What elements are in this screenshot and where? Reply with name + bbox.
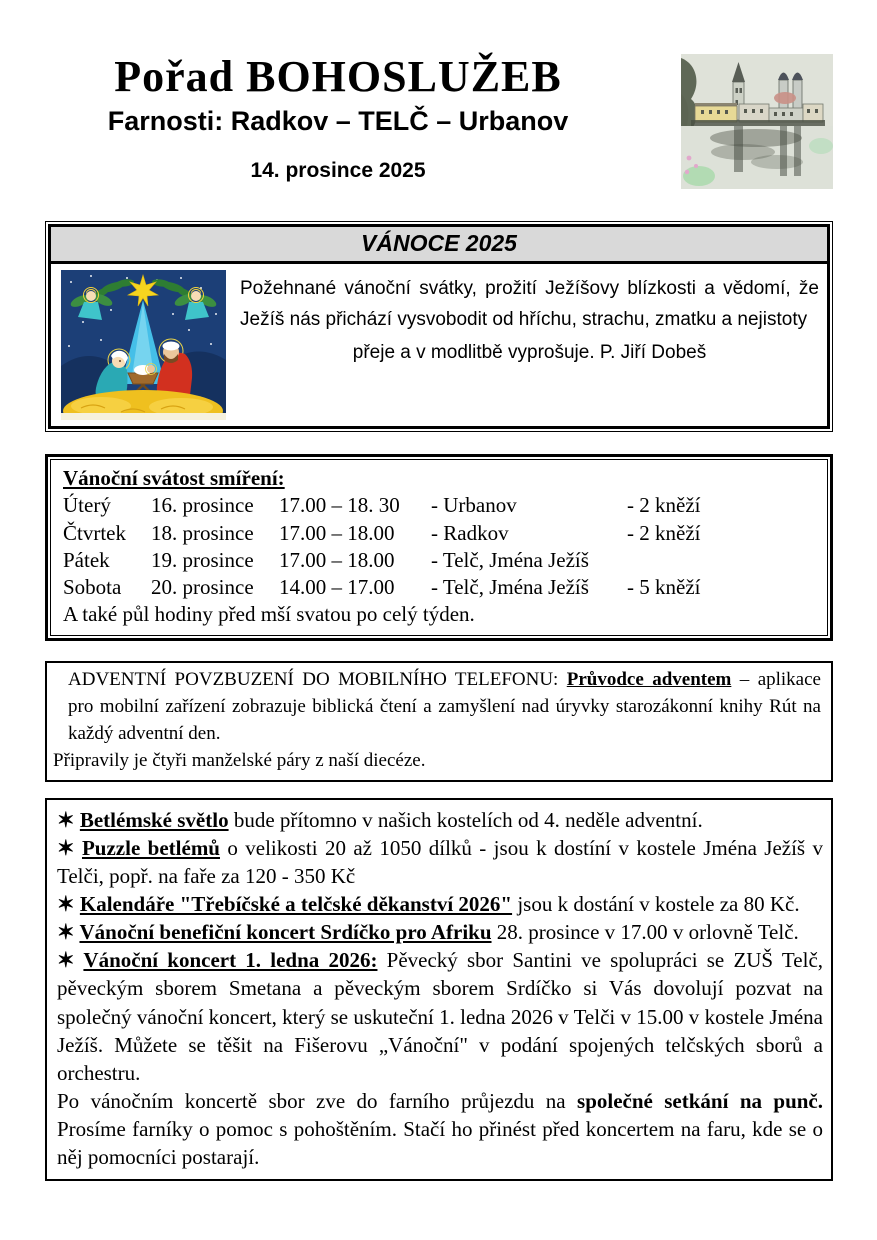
confession-box <box>45 454 833 641</box>
text-segment: Průvodce adventem <box>566 668 732 690</box>
text-segment: Prosíme farníky o pomoc s pohoštěním. Stačí ho přinést před koncertem na faru, kde se o něj pomocníci postarají. <box>57 1117 823 1170</box>
text-segment: Připravily je čtyři manželské páry z naší diecéze. <box>53 749 426 771</box>
star-bullet-icon: ✶ <box>57 920 80 945</box>
event-beneficni-koncert <box>57 918 823 946</box>
star-bullet-icon: ✶ <box>57 892 80 917</box>
confession-cell-priests: - 5 kněží <box>627 575 701 600</box>
confession-cell-date: 16. prosince <box>151 493 254 518</box>
event-vanocni-koncert <box>57 946 823 1087</box>
advent-authors-paragraph <box>53 748 821 775</box>
confession-cell-time: 17.00 – 18.00 <box>279 520 395 545</box>
confession-cell-place: - Telč, Jména Ježíš <box>431 575 589 600</box>
confession-cell-priests <box>627 547 815 574</box>
confession-box-inner <box>50 459 828 636</box>
confession-table <box>63 492 815 601</box>
confession-cell-priests: - 2 kněží <box>627 520 701 545</box>
confession-cell-date: 20. prosince <box>151 575 254 600</box>
event-punc <box>57 1087 823 1171</box>
christmas-box-title: VÁNOCE 2025 <box>51 227 827 264</box>
text-segment: ADVENTNÍ POVZBUZENÍ DO MOBILNÍHO TELEFONU: <box>68 668 567 690</box>
bulletin-date: 14. prosince 2025 <box>250 159 426 183</box>
christmas-box-content <box>51 264 827 426</box>
confession-cell-time: 17.00 – 18. 30 <box>279 493 400 518</box>
confession-title: Vánoční svátost smíření: <box>63 466 285 490</box>
event-puzzle-betlemu <box>57 834 823 890</box>
confession-cell-place: - Urbanov <box>431 493 517 518</box>
text-segment: společné setkání na punč. <box>577 1088 823 1113</box>
confession-cell-day: Sobota <box>63 575 122 600</box>
star-bullet-icon: ✶ <box>57 807 80 832</box>
christmas-greeting <box>226 270 819 420</box>
town-sketch-image <box>681 54 833 189</box>
text-segment: Vánoční benefiční koncert Srdíčko pro Afriku <box>79 920 492 945</box>
confession-cell-time: 17.00 – 18.00 <box>279 547 395 572</box>
events-box <box>45 798 833 1182</box>
text-segment: Pěvecký sbor Santini ve spolupráci se ZUŠ Telč, pěveckým sborem Smetana a pěveckým sborem Srdíčko si Vás dovolují pozvat na společný vánoční koncert, který se uskuteční 1. ledna 2026 v Telči v 15.00 v kostele Jména Ježíš. Můžete se těšit na Fišerovu „Vánoční" v podání spojených telčských sborů a orchestru. <box>57 948 824 1085</box>
parishes-subtitle: Farnosti: Radkov – TELČ – Urbanov <box>107 106 569 137</box>
confession-cell-date: 18. prosince <box>151 520 254 545</box>
confession-cell-day: Čtvrtek <box>63 520 126 545</box>
event-kalendare <box>57 890 823 918</box>
text-segment: Vánoční koncert 1. ledna 2026: <box>83 948 378 973</box>
confession-cell-priests: - 2 kněží <box>627 493 701 518</box>
confession-footer: A také půl hodiny před mší svatou po celý týden. <box>63 602 475 627</box>
star-bullet-icon: ✶ <box>57 948 84 973</box>
confession-row <box>63 492 815 519</box>
text-segment: Kalendáře "Třebíčské a telčské děkanství 2026" <box>79 892 513 917</box>
confession-cell-place: - Telč, Jména Ježíš <box>431 547 589 572</box>
confession-row <box>63 520 815 547</box>
text-segment: jsou k dostání v kostele za 80 Kč. <box>512 892 800 917</box>
confession-row <box>63 547 815 574</box>
christmas-greeting-signature: přeje a v modlitbě vyprošuje. P. Jiří Dobeš <box>352 341 707 363</box>
confession-row <box>63 574 815 601</box>
text-segment: bude přítomno v našich kostelích od 4. neděle adventní. <box>228 807 703 832</box>
christmas-greeting-body: Požehnané vánoční svátky, prožití Ježíšovy blízkosti a vědomí, že Ježíš nás přichází vysvobodit od hříchu, strachu, zmatku a nejistoty <box>240 278 819 330</box>
text-segment: Po vánočním koncertě sbor zve do farního průjezdu na <box>57 1088 578 1113</box>
confession-cell-time: 14.00 – 17.00 <box>279 575 395 600</box>
confession-cell-date: 19. prosince <box>151 547 254 572</box>
christmas-box <box>45 221 833 432</box>
confession-cell-day: Úterý <box>63 493 111 518</box>
event-betlemske-svetlo <box>57 806 823 834</box>
text-segment: o velikosti 20 až 1050 dílků - jsou k dostíní v kostele Jména Ježíš v Telči, popř. na faře za 120 - 350 Kč <box>57 835 823 888</box>
star-bullet-icon: ✶ <box>57 835 82 860</box>
advent-box <box>45 661 833 782</box>
advent-app-paragraph <box>53 667 821 748</box>
confession-cell-day: Pátek <box>63 547 110 572</box>
text-segment: Puzzle betlémů <box>81 835 220 860</box>
nativity-image <box>61 270 226 420</box>
christmas-box-inner <box>48 224 830 429</box>
text-segment: 28. prosince v 17.00 v orlovně Telč. <box>491 920 799 945</box>
confession-cell-place: - Radkov <box>431 520 509 545</box>
text-segment: Betlémské světlo <box>79 807 229 832</box>
text-segment: – aplikace pro mobilní zařízení zobrazuje biblická čtení a zamyšlení nad úryvky starozákonní knihy Rút na každý adventní den. <box>68 668 821 744</box>
page-title: Pořad BOHOSLUŽEB <box>114 52 562 101</box>
header-text <box>45 46 681 183</box>
header <box>45 46 833 189</box>
